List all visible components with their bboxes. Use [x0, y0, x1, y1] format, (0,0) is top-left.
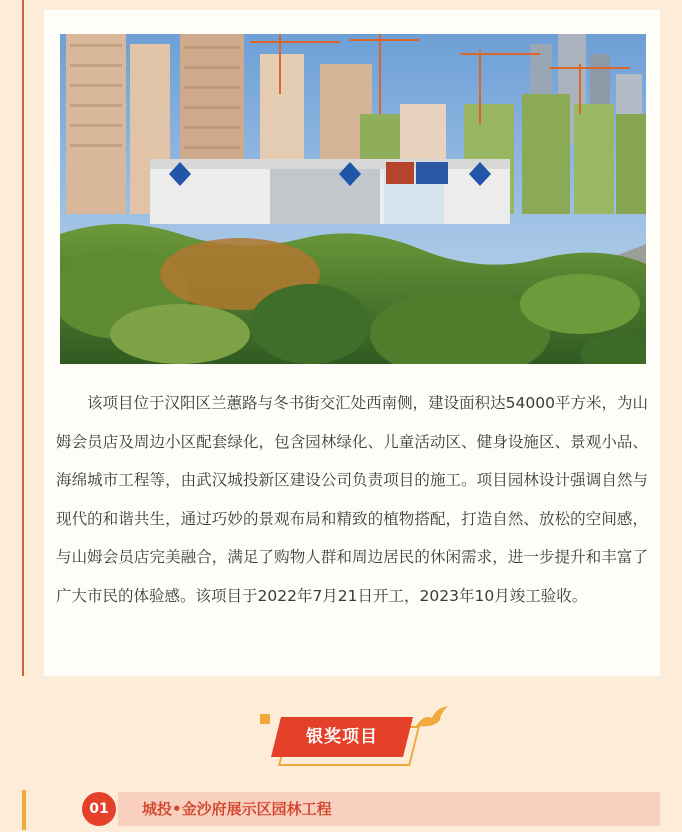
award-square-accent — [260, 714, 270, 724]
project-photo — [60, 34, 646, 364]
article-card — [44, 10, 660, 676]
award-heading — [0, 700, 682, 770]
left-vertical-rule — [22, 0, 24, 676]
award-label: 银奖项目 — [306, 727, 378, 747]
bird-icon — [414, 704, 450, 732]
article-body: 该项目位于汉阳区兰蕙路与冬书街交汇处西南侧，建设面积达54000平方米，为山姆会员店及周边小区配套绿化，包含园林绿化、儿童活动区、健身设施区、景观小品、海绵城市工程等，由武汉城投新区建设公司负责项目的施工。项目园林设计强调自然与现代的和谐共生，通过巧妙的景观布局和精致的植物搭配，打造自然、放松的空间感，与山姆会员店完美融合，满足了购物人群和周边居民的休闲需求，进一步提升和丰富了广大市民的体验感。该项目于2022年7月21日开工，2023年10月竣工验收。 — [56, 394, 648, 605]
list-item-number: 01 — [82, 792, 116, 826]
list-left-rule — [22, 790, 26, 830]
list-item-title[interactable]: 城投•金沙府展示区园林工程 — [142, 800, 332, 818]
